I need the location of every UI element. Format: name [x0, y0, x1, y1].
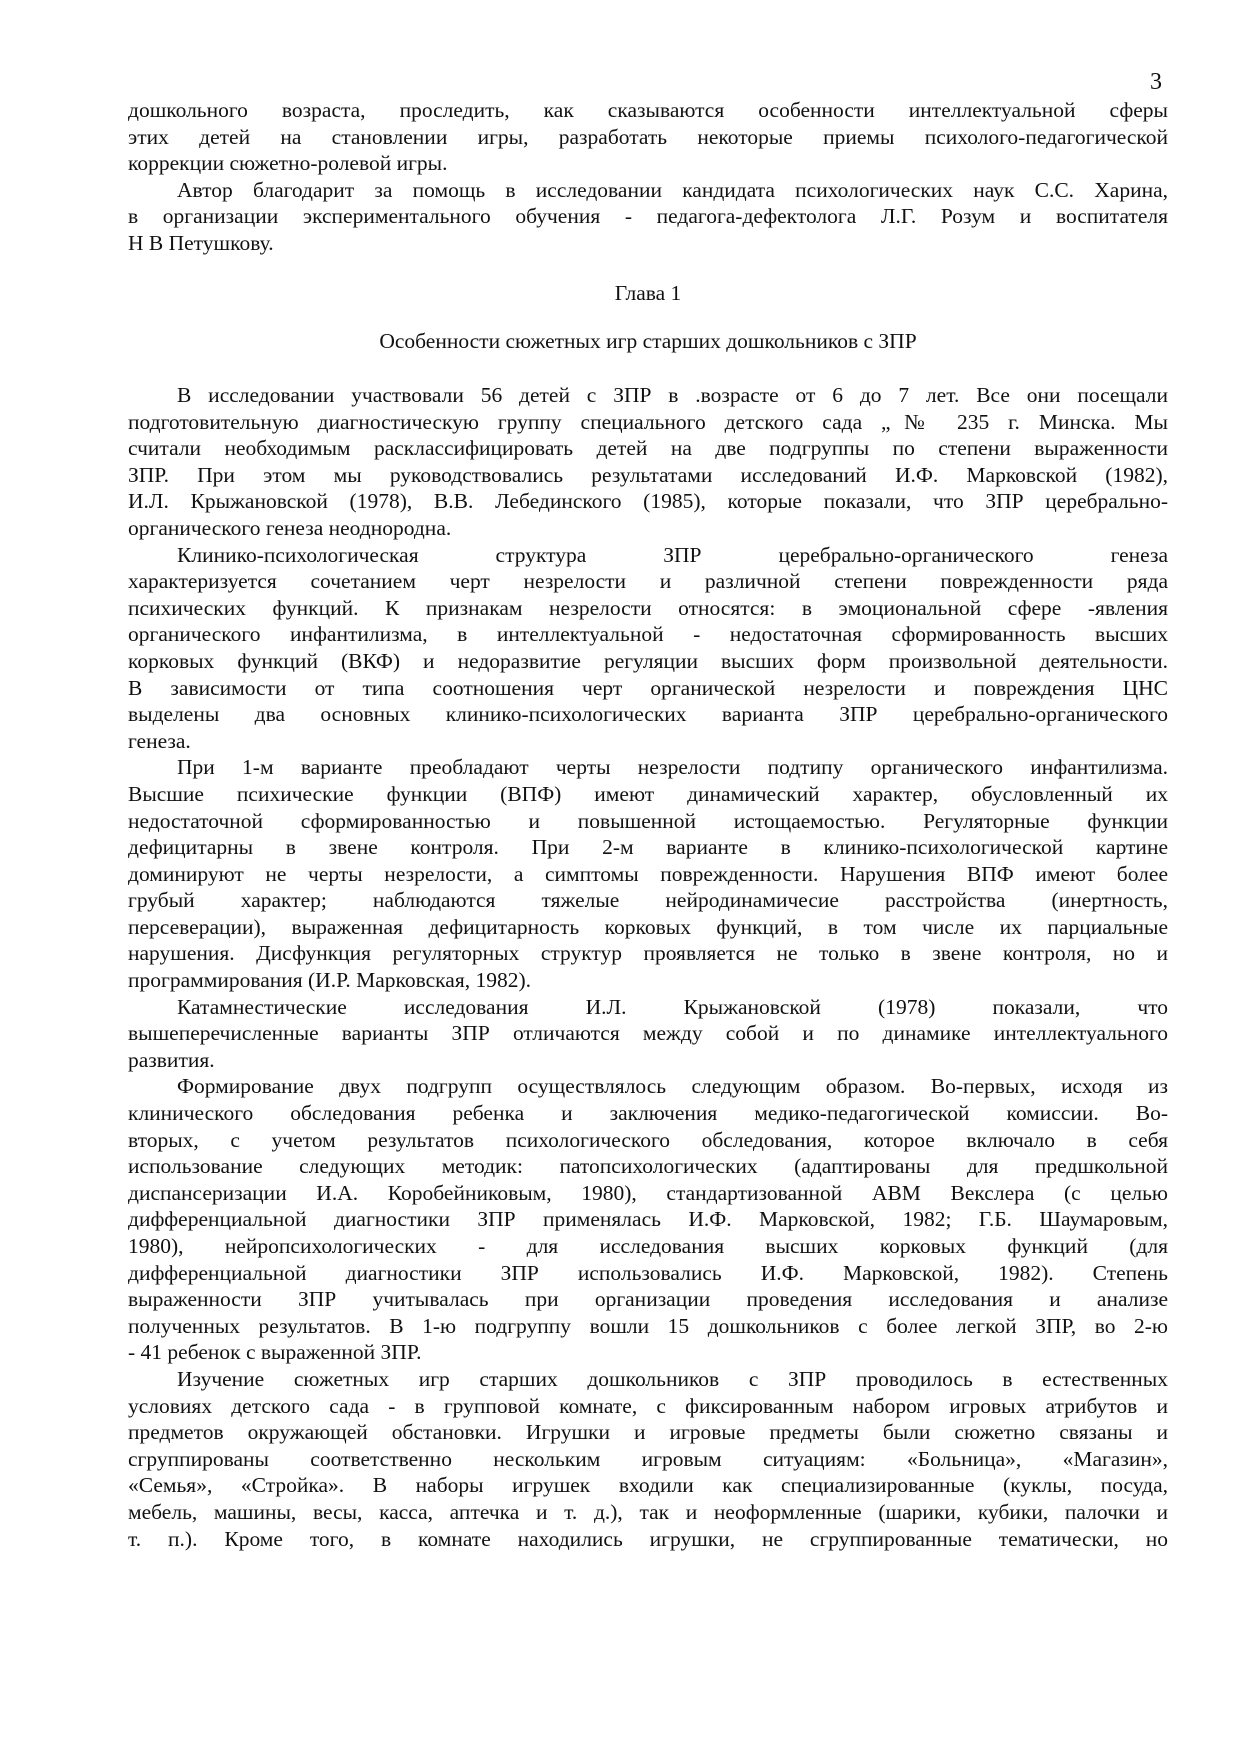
text-line: нарушения. Дисфункция регуляторных структур проявляется не только в звене контроля, но и [128, 941, 1168, 966]
text-line: доминируют не черты незрелости, а симптомы поврежденности. Нарушения ВПФ имеют более [128, 861, 1168, 886]
text-line: Клинико-психологическая структура ЗПР церебрально-органического генеза [177, 542, 1168, 567]
text-line: этих детей на становлении игры, разработать некоторые приемы психолого-педагогической [128, 124, 1168, 149]
text-line: корковых функций (ВКФ) и недоразвитие регуляции высших форм произвольной деятельности. [128, 648, 1168, 673]
text-line: вышеперечисленные варианты ЗПР отличаются между собой и по динамике интеллектуального [128, 1021, 1168, 1046]
chapter-label: Глава 1 [614, 281, 682, 305]
text-line: дефицитарны в звене контроля. При 2-м варианте в клинико-психологической картине [128, 835, 1168, 860]
text-line: органического генеза неоднородна. [128, 515, 452, 540]
text-line: коррекции сюжетно-ролевой игры. [128, 151, 448, 176]
text-line: 1980), нейропсихологических - для исследования высших корковых функций (для [128, 1234, 1168, 1258]
page-number: 3 [1150, 69, 1162, 95]
text-line: диспансеризации И.А. Коробейниковым, 1980), стандартизованной АВМ Векслера (с целью [128, 1180, 1168, 1205]
paragraph-2 [128, 542, 1168, 755]
paragraph-4 [128, 994, 1168, 1074]
text-line: Н В Петушкову. [128, 230, 274, 255]
chapter-body [128, 382, 1168, 1552]
text-line: дошкольного возраста, проследить, как сказываются особенности интеллектуальной сферы [128, 98, 1168, 122]
text-line: развития. [128, 1047, 215, 1072]
text-line: считали необходимым расклассифицировать детей на две подгруппы по степени выраженности [128, 436, 1168, 461]
text-line: использование следующих методик: патопсихологических (адаптированы для предшкольной [128, 1154, 1168, 1179]
text-line: предметов окружающей обстановки. Игрушки и игровые предметы были сюжетно связаны и [128, 1420, 1168, 1445]
text-line: персеверации), выраженная дефицитарность корковых функций, в том числе их парциальные [128, 914, 1168, 939]
text-line: условиях детского сада - в групповой комнате, с фиксированным набором игровых атрибутов и [128, 1393, 1168, 1418]
text-line: ЗПР. При этом мы руководствовались результатами исследований И.Ф. Марковской (1982), [128, 462, 1168, 487]
text-line: т. п.). Кроме того, в комнате находились игрушки, не сгруппированные тематически, но [128, 1526, 1168, 1551]
text-line: При 1-м варианте преобладают черты незрелости подтипу органического инфантилизма. [177, 755, 1168, 780]
text-line: программирования (И.Р. Марковская, 1982). [128, 968, 532, 993]
text-line: Высшие психические функции (ВПФ) имеют динамический характер, обусловленный их [128, 781, 1168, 806]
text-line: В исследовании участвовали 56 детей с ЗПР в .возрасте от 6 до 7 лет. Все они посещали [177, 383, 1168, 407]
text-line: Автор благодарит за помощь в исследовании кандидата психологических наук С.С. Харина, [177, 177, 1168, 202]
text-line: подготовительную диагностическую группу специального детского сада „№ 235 г. Минска. Мы [128, 409, 1168, 434]
paragraph-1 [128, 382, 1168, 542]
paragraph-3 [128, 754, 1168, 993]
paragraph-6 [128, 1366, 1168, 1552]
text-line: Формирование двух подгрупп осуществлялось следующим образом. Во-первых, исходя из [177, 1074, 1168, 1099]
text-line: полученных результатов. В 1-ю подгруппу вошли 15 дошкольников с более легкой ЗПР, во 2-ю [128, 1313, 1168, 1338]
text-line: В зависимости от типа соотношения черт органической незрелости и повреждения ЦНС [128, 675, 1168, 700]
text-line: грубый характер; наблюдаются тяжелые нейродинамичесие расстройства (инертность, [128, 888, 1168, 913]
chapter-title: Особенности сюжетных игр старших дошкольников с ЗПР [379, 329, 917, 353]
text-line: «Семья», «Стройка». В наборы игрушек входили как специализированные (куклы, посуда, [128, 1473, 1168, 1498]
text-line: выделены два основных клинико-психологических варианта ЗПР церебрально-органического [128, 702, 1168, 727]
text-line: недостаточной сформированностью и повышенной истощаемостью. Регуляторные функции [128, 808, 1168, 833]
text-line: вторых, с учетом результатов психологического обследования, которое включало в себя [128, 1127, 1168, 1152]
paragraph-5 [128, 1073, 1168, 1366]
text-line: психических функций. К признакам незрелости относятся: в эмоциональной сфере -явления [128, 595, 1168, 620]
text-line: выраженности ЗПР учитывалась при организации проведения исследования и анализе [128, 1287, 1168, 1312]
intro-text [128, 97, 1168, 257]
paragraph-acknowledgement [128, 177, 1168, 257]
text-line: дифференциальной диагностики ЗПР использовались И.Ф. Марковской, 1982). Степень [128, 1260, 1168, 1285]
text-line: органического инфантилизма, в интеллектуальной - недостаточная сформированность высших [128, 622, 1168, 647]
paragraph-intro-continuation [128, 97, 1168, 177]
text-line: генеза. [128, 728, 191, 753]
text-line: клинического обследования ребенка и заключения медико-педагогической комиссии. Во- [128, 1101, 1168, 1126]
text-line: Изучение сюжетных игр старших дошкольников с ЗПР проводилось в естественных [177, 1366, 1168, 1391]
text-line: И.Л. Крыжановской (1978), В.В. Лебединского (1985), которые показали, что ЗПР церебрально- [128, 489, 1168, 514]
text-line: сгруппированы соответственно нескольким игровым ситуациям: «Больница», «Магазин», [128, 1446, 1168, 1471]
text-line: в организации экспериментального обучения - педагога-дефектолога Л.Г. Розум и воспитателя [128, 204, 1168, 229]
text-line: мебель, машины, весы, касса, аптечка и т. д.), так и неоформленные (шарики, кубики, палочки и [128, 1499, 1168, 1524]
text-line: дифференциальной диагностики ЗПР применялась И.Ф. Марковской, 1982; Г.Б. Шаумаровым, [128, 1207, 1168, 1232]
text-line: Катамнестические исследования И.Л. Крыжановской (1978) показали, что [177, 994, 1168, 1019]
text-line: - 41 ребенок с выраженной ЗПР. [128, 1340, 422, 1365]
text-line: характеризуется сочетанием черт незрелости и различной степени поврежденности ряда [128, 569, 1168, 594]
